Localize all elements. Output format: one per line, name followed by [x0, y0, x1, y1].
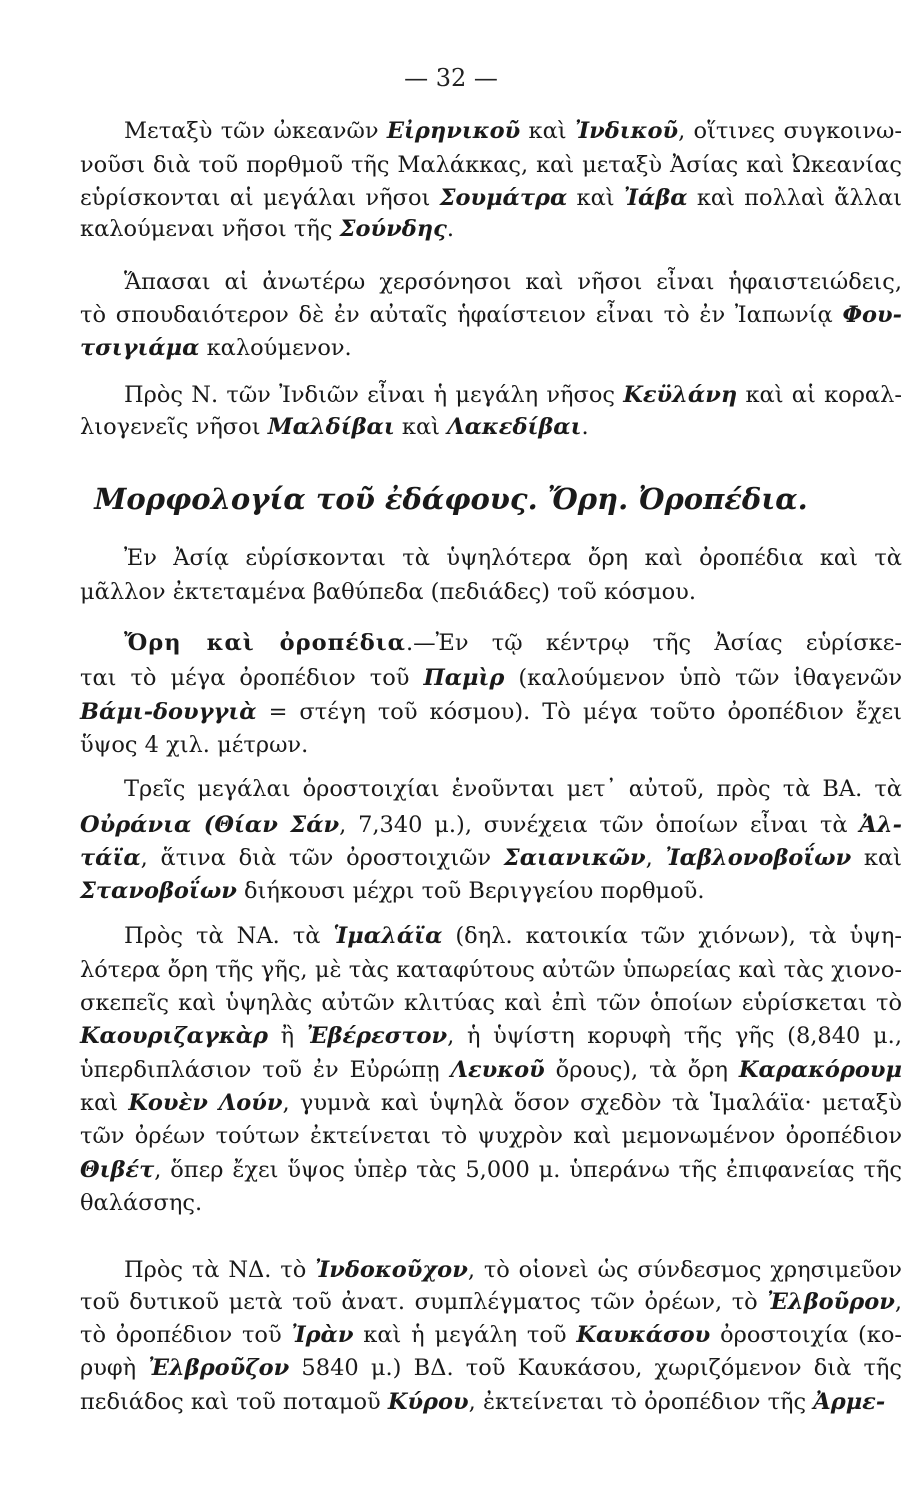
text-line: μᾶλλον ἐκτεταμένα βαθύπεδα (πεδιάδες) τοῦ κόσμου. — [80, 579, 696, 605]
text-line: νοῦσι διὰ τοῦ πορθμοῦ τῆς Μαλάκκας, καὶ μεταξὺ Ἀσίας καὶ Ὠκεανίας — [80, 152, 902, 178]
text-line: καὶ Κουὲν Λούν, γυμνὰ καὶ ὑψηλὰ ὅσον σχεδὸν τὰ Ἱμαλάϊα· μεταξὺ — [80, 1090, 902, 1116]
text-line: πεδιάδος καὶ τοῦ ποταμοῦ Κύρου, ἐκτείνεται τὸ ὀροπέδιον τῆς Ἀρμε- — [80, 1389, 886, 1415]
text-line: Στανοβοΐων διήκουσι μέχρι τοῦ Βεριγγείου πορθμοῦ. — [80, 878, 705, 904]
text-line: Θιβέτ, ὅπερ ἔχει ὕψος ὑπὲρ τὰς 5,000 μ. ὑπεράνω τῆς ἐπιφανείας τῆς — [80, 1157, 902, 1183]
text-line: Μεταξὺ τῶν ὠκεανῶν Εἰρηνικοῦ καὶ Ἰνδικοῦ, οἵτινες συγκοινω- — [124, 118, 902, 144]
page-number: — 32 — — [404, 64, 498, 92]
text-line: Ἐν Ἀσίᾳ εὑρίσκονται τὰ ὑψηλότερα ὄρη καὶ ὀροπέδια καὶ τὰ — [124, 545, 902, 571]
text-line: ται τὸ μέγα ὀροπέδιον τοῦ Παμὶρ (καλούμενον ὑπὸ τῶν ἰθαγενῶν — [80, 665, 902, 691]
text-line: σκεπεῖς καὶ ὑψηλὰς αὐτῶν κλιτύας καὶ ἐπὶ τῶν ὁποίων εὑρίσκεται τὸ — [80, 990, 902, 1016]
text-line: Ἅπασαι αἱ ἀνωτέρω χερσόνησοι καὶ νῆσοι εἶναι ἡφαιστειώδεις, — [124, 269, 902, 295]
text-line: ὕψος 4 χιλ. μέτρων. — [80, 732, 309, 758]
text-line: τὸ σπουδαιότερον δὲ ἐν αὐταῖς ἡφαίστειον εἶναι τὸ ἐν Ἰαπωνίᾳ Φου- — [80, 302, 902, 328]
text-line: τοῦ δυτικοῦ μετὰ τοῦ ἀνατ. συμπλέγματος τῶν ὀρέων, τὸ Ἐλβοῦρον, — [80, 1289, 902, 1315]
text-line: Ὄρη καὶ ὀροπέδια.—Ἐν τῷ κέντρῳ τῆς Ἀσίας εὑρίσκε- — [124, 630, 902, 656]
text-line: Βάμι-δουγγιὰ = στέγη τοῦ κόσμου). Τὸ μέγα τοῦτο ὀροπέδιον ἔχει — [80, 699, 902, 725]
text-line: θαλάσσης. — [80, 1190, 203, 1216]
text-line: τσιγιάμα καλούμενον. — [80, 335, 352, 361]
text-line: Τρεῖς μεγάλαι ὀροστοιχίαι ἑνοῦνται μετ᾽ αὐτοῦ, πρὸς τὰ ΒΑ. τὰ — [124, 776, 902, 802]
text-line: ὑπερδιπλάσιον τοῦ ἐν Εὐρώπῃ Λευκοῦ ὄρους), τὰ ὄρη Καρακόρουμ — [80, 1057, 902, 1083]
text-line: ρυφὴ Ἐλβροῦζον 5840 μ.) ΒΔ. τοῦ Καυκάσου, χωριζόμενον διὰ τῆς — [80, 1355, 902, 1381]
text-line: καλούμεναι νῆσοι τῆς Σούνδης. — [80, 216, 454, 242]
section-heading: Μορφολογία τοῦ ἐδάφους. Ὄρη. Ὀροπέδια. — [94, 482, 808, 516]
text-line: εὑρίσκονται αἱ μεγάλαι νῆσοι Σουμάτρα καὶ Ἰάβα καὶ πολλαὶ ἄλλαι — [80, 185, 902, 211]
text-line: Πρὸς τὰ ΝΔ. τὸ Ἰνδοκοῦχον, τὸ οἱονεὶ ὡς σύνδεσμος χρησιμεῦον — [124, 1257, 902, 1283]
text-line: Πρὸς Ν. τῶν Ἰνδιῶν εἶναι ἡ μεγάλη νῆσος Κεϋλάνη καὶ αἱ κοραλ- — [124, 382, 902, 408]
text-line: τάϊα, ἅτινα διὰ τῶν ὀροστοιχιῶν Σαιανικῶν, Ἰαβλονοβοΐων καὶ — [80, 845, 902, 871]
text-line: Καουριζαγκὰρ ἢ Ἐβέρεστον, ἡ ὑψίστη κορυφὴ τῆς γῆς (8,840 μ., — [80, 1023, 902, 1049]
text-line: Πρὸς τὰ ΝΑ. τὰ Ἱμαλάϊα (δηλ. κατοικία τῶν χιόνων), τὰ ὑψη- — [124, 923, 902, 949]
text-line: τῶν ὀρέων τούτων ἐκτείνεται τὸ ψυχρὸν καὶ μεμονωμένον ὀροπέδιον — [80, 1123, 902, 1149]
text-line: Οὐράνια (Θίαν Σάν, 7,340 μ.), συνέχεια τῶν ὁποίων εἶναι τὰ Ἀλ- — [80, 812, 902, 838]
text-line: λότερα ὄρη τῆς γῆς, μὲ τὰς καταφύτους αὐτῶν ὑπωρείας καὶ τὰς χιονο- — [80, 957, 902, 983]
text-line: λιογενεῖς νῆσοι Μαλδίβαι καὶ Λακεδίβαι. — [80, 414, 589, 440]
text-line: τὸ ὀροπέδιον τοῦ Ἰρὰν καὶ ἡ μεγάλη τοῦ Καυκάσου ὀροστοιχία (κο- — [80, 1322, 902, 1348]
